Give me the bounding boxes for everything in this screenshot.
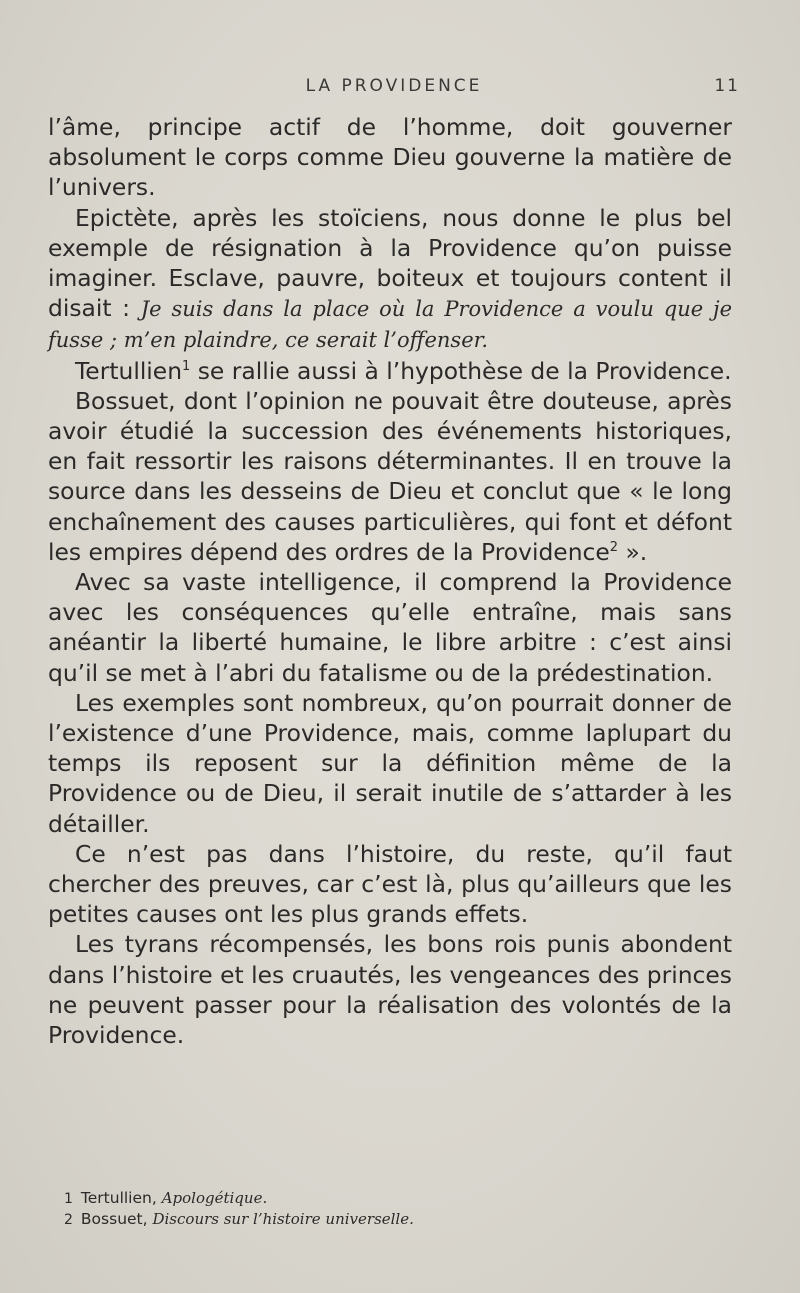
footnote	[64, 1209, 704, 1230]
paragraph: Avec sa vaste intelligence, il comprend la Providence avec les conséquences qu’elle entraîne, mais sans anéantir la liberté humaine, le libre arbitre : c’est ainsi qu’il se met à l’abri du fatalisme ou de la prédestination.	[48, 568, 732, 687]
footnote-mark: 2	[64, 1212, 73, 1228]
footnote-mark: 1	[64, 1191, 73, 1207]
body-text	[48, 112, 732, 1050]
footnote-title: Apologétique.	[161, 1189, 268, 1207]
footnotes	[64, 1188, 704, 1230]
footnote	[64, 1188, 704, 1209]
paragraph: Les tyrans récompensés, les bons rois punis abondent dans l’histoire et les cruautés, les vengeances des princes ne peuvent passer pour la réalisation des volontés de la Providence.	[48, 930, 732, 1050]
paragraph	[48, 386, 732, 567]
paragraph-text: Bossuet, dont l’opinion ne pouvait être douteuse, après avoir étudié la succession des événements historiques, en fait ressortir les raisons déterminantes. Il en trouve la source dans les desseins de Dieu et conclut que « le long enchaînement des causes particulières, qui font et défont les empires dépend des ordres de la Providence	[48, 386, 732, 566]
footnote-author: Tertullien,	[80, 1189, 162, 1207]
paragraph-text: Epictète, après les stoïciens, nous donne le plus bel exemple de résignation à la Providence qu’on puisse imaginer. Esclave, pauvre, boiteux et toujours content il disait :	[48, 203, 732, 323]
paragraph	[48, 203, 732, 356]
footnote-ref: 2	[609, 539, 619, 555]
page-number: 11	[714, 76, 740, 96]
epictetus-quote: Je suis dans la place où la Providence a voulu que je fusse ; m’en plaindre, ce serait l’offenser.	[48, 297, 732, 353]
running-title: LA PROVIDENCE	[305, 76, 483, 96]
footnote-ref: 1	[182, 358, 191, 374]
paragraph	[48, 356, 732, 386]
paragraph-text: ».	[618, 537, 648, 566]
paragraph: l’âme, principe actif de l’homme, doit gouverner absolument le corps comme Dieu gouverne la matière de l’univers.	[48, 113, 732, 202]
footnote-author: Bossuet,	[80, 1210, 153, 1228]
page-header	[48, 76, 740, 100]
paragraph: Les exemples sont nombreux, qu’on pourrait donner de l’existence d’une Providence, mais, comme laplupart du temps ils reposent sur la définition même de la Providence ou de Dieu, il serait inutile de s’attarder à les détailler.	[48, 688, 732, 838]
footnote-title: Discours sur l’histoire universelle.	[152, 1210, 414, 1228]
paragraph-text: Tertullien	[75, 356, 183, 385]
paragraph-text: se rallie aussi à l’hypothèse de la Providence.	[190, 356, 732, 385]
paragraph: Ce n’est pas dans l’histoire, du reste, qu’il faut chercher des preuves, car c’est là, plus qu’ailleurs que les petites causes ont les plus grands effets.	[48, 839, 732, 929]
